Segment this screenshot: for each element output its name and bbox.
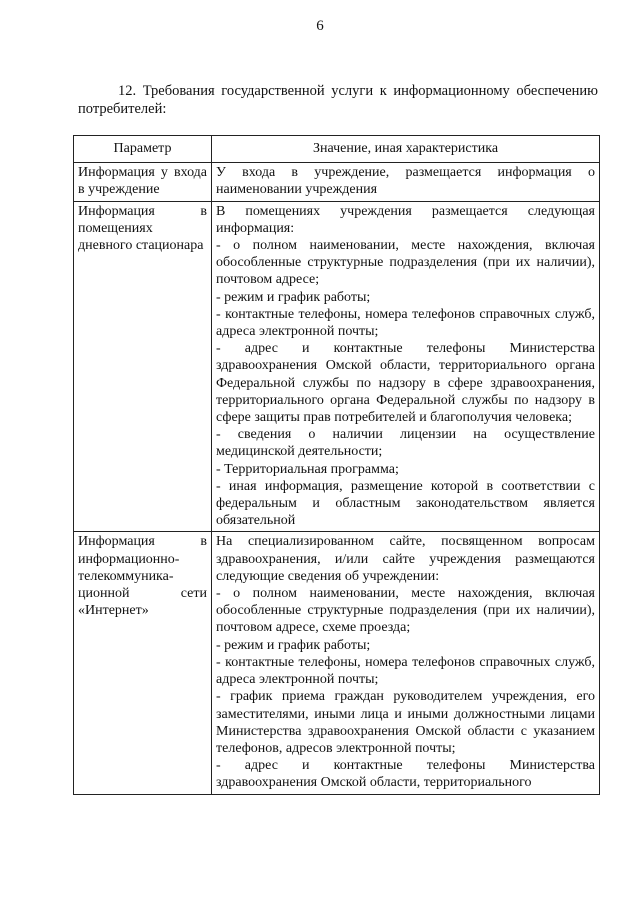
value-line: - о полном наименовании, месте нахождения, включая обособленные структурные подразделения (при их наличии), почтовом адресе, схеме проезда; [216,586,595,636]
column-header-parameter: Параметр [74,136,212,163]
value-line: - о полном наименовании, месте нахождения, включая обособленные структурные подразделения (при их наличии), почтовом адресе; [216,238,595,288]
value-line: - график приема граждан руководителем учреждения, его заместителями, иными лица и иными должностными лицами Министерства здравоохранения Омской области с указанием телефонов, адресов электронной почты; [216,689,595,756]
value-cell [212,201,600,532]
table-header-row [74,136,600,163]
column-header-value: Значение, иная характеристика [212,136,600,163]
value-line: - режим и график работы; [216,289,371,305]
value-line: - режим и график работы; [216,637,371,653]
param-cell: Информация в помещениях дневного стационара [74,201,212,532]
value-line: - сведения о наличии лицензии на осуществление медицинской деятельности; [216,427,595,460]
table-row [74,163,600,201]
param-cell: Информация в информационно-телекоммуника-ционной сети «Интернет» [74,532,212,794]
value-line: У входа в учреждение, размещается информация о наименовании учреждения [216,165,595,198]
value-line: - контактные телефоны, номера телефонов справочных служб, адреса электронной почты; [216,306,595,340]
requirements-table [73,135,600,795]
value-line: В помещениях учреждения размещается следующая информация: [216,203,595,236]
table-row [74,532,600,794]
value-line: На специализированном сайте, посвященном вопросам здравоохранения, и/или сайте учреждения размещаются следующие сведения об учреждении: [216,534,595,584]
value-line: - Территориальная программа; [216,461,399,477]
value-cell [212,532,600,794]
page-number: 6 [316,18,324,34]
value-line: - контактные телефоны, номера телефонов справочных служб, адреса электронной почты; [216,654,595,688]
value-line: - иная информация, размещение которой в соответствии с федеральным и областным законодательством является обязательной [216,478,595,529]
param-cell: Информация у входа в учреждение [74,163,212,201]
value-line: - адрес и контактные телефоны Министерства здравоохранения Омской области, территориального [216,758,595,791]
section-heading: 12. Требования государственной услуги к информационному обеспечению потребителей: [78,83,598,117]
value-line: - адрес и контактные телефоны Министерства здравоохранения Омской области, территориального органа Федеральной службы по надзору в сфере здравоохранения, территориального органа Федеральной службы по надзору в сфере защиты прав потребителей и благополучия человека; [216,341,595,426]
table-row [74,201,600,532]
value-cell [212,163,600,201]
